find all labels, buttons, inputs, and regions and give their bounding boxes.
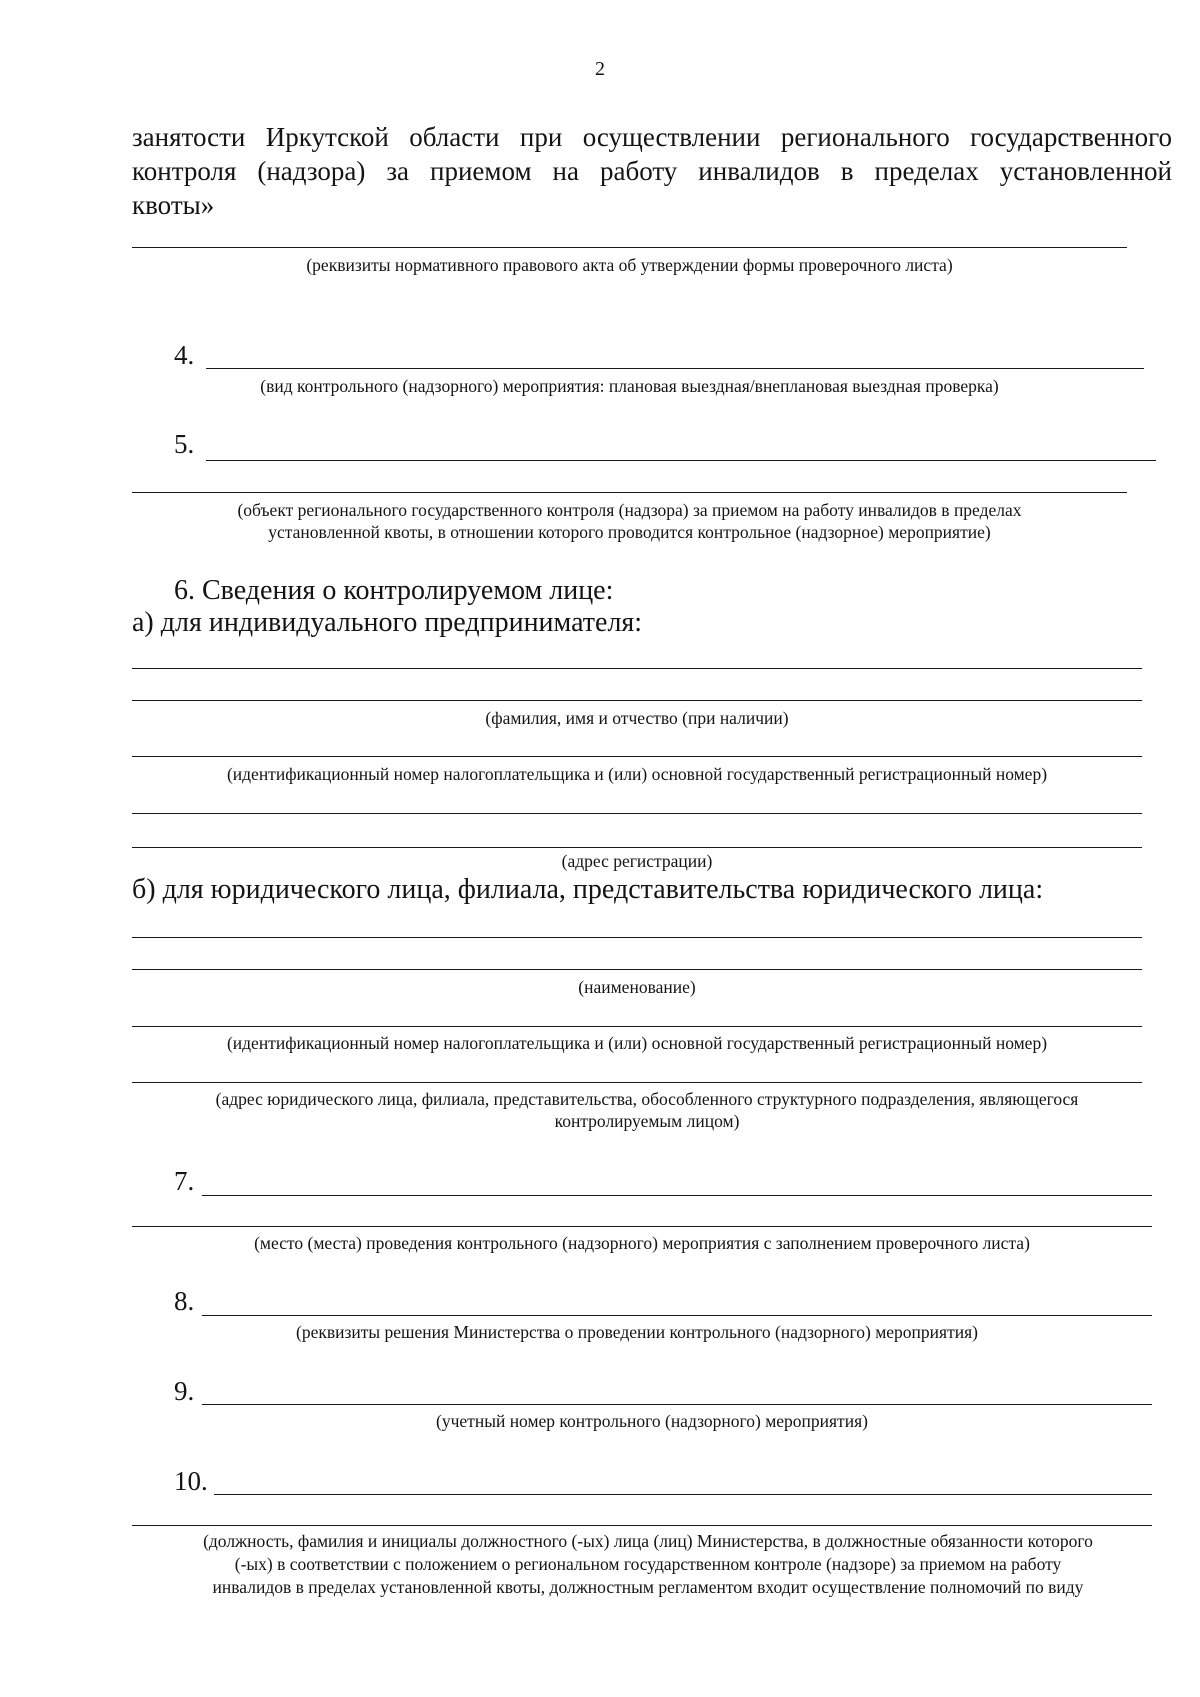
item-10-number: 10. <box>174 1466 208 1496</box>
fio-underline-1 <box>132 668 1142 669</box>
intro-line-2: контроля (надзора) за приемом на работу инвалидов в пределах установленной <box>132 156 1172 186</box>
item-10-caption-1: (должность, фамилия и инициалы должностного (-ых) лица (лиц) Министерства, в должностные обязанности которого <box>203 1531 1093 1551</box>
item-5-caption-2: установленной квоты, в отношении которого проводится контрольное (надзорное) мероприятие) <box>268 522 991 542</box>
inn-ip-caption: (идентификационный номер налогоплательщика и (или) основной государственный регистрационный номер) <box>226 764 1048 784</box>
address-ip-caption: (адрес регистрации) <box>561 851 713 871</box>
item-10-underline-2 <box>132 1525 1152 1526</box>
address-ip-underline-2 <box>132 847 1142 848</box>
item-7-caption: (место (места) проведения контрольного (надзорного) мероприятия с заполнением проверочного листа) <box>254 1233 1030 1253</box>
address-ip-underline-1 <box>132 813 1142 814</box>
item-10-caption-2: (-ых) в соответствии с положением о региональном государственном контроле (надзоре) за приемом на работу <box>234 1554 1062 1574</box>
fio-caption: (фамилия, имя и отчество (при наличии) <box>485 708 789 728</box>
item-7-number: 7. <box>174 1166 195 1196</box>
item-7-underline-1 <box>202 1195 1152 1196</box>
item-9-underline <box>202 1404 1152 1405</box>
item-5-number: 5. <box>174 429 195 459</box>
section-6a-heading: а) для индивидуального предпринимателя: <box>132 607 643 638</box>
item-8-caption: (реквизиты решения Министерства о проведении контрольного (надзорного) мероприятия) <box>296 1322 978 1342</box>
address-ul-caption-2: контролируемым лицом) <box>554 1111 740 1131</box>
item-9-caption: (учетный номер контрольного (надзорного) мероприятия) <box>436 1411 868 1431</box>
name-ul-caption: (наименование) <box>578 977 696 997</box>
address-ul-caption-1: (адрес юридического лица, филиала, представительства, обособленного структурного подразделения, являющегося <box>215 1089 1079 1109</box>
item-5-caption-1: (объект регионального государственного контроля (надзора) за приемом на работу инвалидов в пределах <box>237 500 1022 520</box>
fio-underline-2 <box>132 700 1142 701</box>
section-6-title: 6. Сведения о контролируемом лице: <box>174 575 614 606</box>
npa-caption: (реквизиты нормативного правового акта об утверждении формы проверочного листа) <box>306 255 953 275</box>
section-6b-heading: б) для юридического лица, филиала, представительства юридического лица: <box>132 874 1044 905</box>
item-7-underline-2 <box>132 1226 1152 1227</box>
address-ul-underline <box>132 1082 1142 1083</box>
item-10-underline-1 <box>214 1494 1152 1495</box>
intro-line-1: занятости Иркутской области при осуществлении регионального государственного <box>132 122 1172 152</box>
item-8-number: 8. <box>174 1286 195 1316</box>
item-4-number: 4. <box>174 340 195 370</box>
item-5-underline-1 <box>206 460 1156 461</box>
item-10-caption-3: инвалидов в пределах установленной квоты, должностным регламентом входит осуществление полномочий по виду <box>212 1577 1084 1597</box>
name-ul-underline-2 <box>132 969 1142 970</box>
intro-line-3: квоты» <box>132 190 215 220</box>
npa-underline <box>132 247 1127 248</box>
item-5-underline-2 <box>132 492 1127 493</box>
item-9-number: 9. <box>174 1376 195 1406</box>
item-8-underline <box>202 1315 1152 1316</box>
inn-ul-underline <box>132 1026 1142 1027</box>
item-4-caption: (вид контрольного (надзорного) мероприятия: плановая выездная/внеплановая выездная проверка) <box>260 376 999 396</box>
item-4-underline <box>206 368 1144 369</box>
inn-ul-caption: (идентификационный номер налогоплательщика и (или) основной государственный регистрационный номер) <box>226 1033 1048 1053</box>
inn-ip-underline <box>132 756 1142 757</box>
name-ul-underline-1 <box>132 937 1142 938</box>
page-number: 2 <box>595 58 605 80</box>
